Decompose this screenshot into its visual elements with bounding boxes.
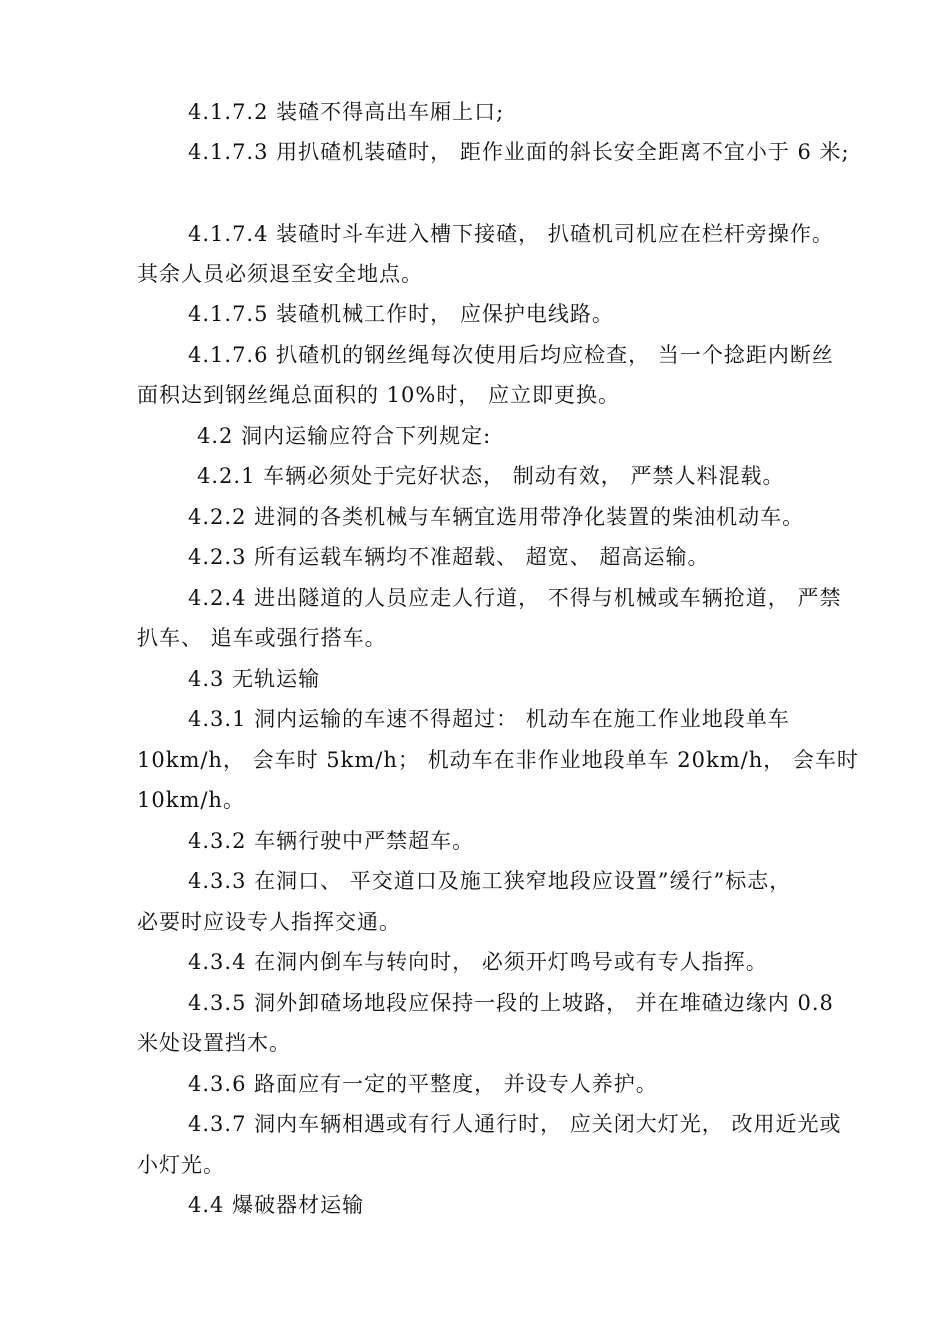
text-line: 4.3.7 洞内车辆相遇或有行人通行时， 应关闭大灯光， 改用近光或 xyxy=(188,1112,842,1136)
text-line: 4.1.7.3 用扒碴机装碴时， 距作业面的斜长安全距离不宜小于 6 米; xyxy=(188,140,850,164)
text-line: 4.2.3 所有运载车辆均不准超载、 超宽、 超高运输。 xyxy=(188,545,710,569)
text-line: 必要时应设专人指挥交通。 xyxy=(137,910,401,934)
text-line: 面积达到钢丝绳总面积的 10%时， 应立即更换。 xyxy=(137,383,621,407)
text-line: 10km/h。 xyxy=(137,788,245,812)
text-line: 4.1.7.2 装碴不得高出车厢上口; xyxy=(188,100,505,124)
text-line: 其余人员必须退至安全地点。 xyxy=(137,262,423,286)
text-line: 4.3.5 洞外卸碴场地段应保持一段的上坡路， 并在堆碴边缘内 0.8 xyxy=(188,991,834,1015)
text-line: 4.2 洞内运输应符合下列规定: xyxy=(197,424,492,448)
text-line: 4.3.3 在洞口、 平交道口及施工狭窄地段应设置”缓行”标志， xyxy=(188,869,792,893)
text-line: 4.2.2 进洞的各类机械与车辆宜选用带净化装置的柴油机动车。 xyxy=(188,505,805,529)
text-line: 4.1.7.6 扒碴机的钢丝绳每次使用后均应检查， 当一个捻距内断丝 xyxy=(188,343,834,367)
text-line: 4.3.2 车辆行驶中严禁超车。 xyxy=(188,829,475,853)
text-line: 4.3.1 洞内运输的车速不得超过： 机动车在施工作业地段单车 xyxy=(188,707,790,731)
text-line: 4.4 爆破器材运输 xyxy=(188,1193,365,1217)
text-line: 4.1.7.4 装碴时斗车进入槽下接碴， 扒碴机司机应在栏杆旁操作。 xyxy=(188,222,834,246)
text-line: 4.2.4 进出隧道的人员应走人行道， 不得与机械或车辆抢道， 严禁 xyxy=(188,586,842,610)
text-line: 扒车、 追车或强行搭车。 xyxy=(137,626,387,650)
text-line: 4.2.1 车辆必须处于完好状态， 制动有效， 严禁人料混载。 xyxy=(197,464,785,488)
text-line: 4.3.6 路面应有一定的平整度， 并设专人养护。 xyxy=(188,1072,658,1096)
text-line: 10km/h， 会车时 5km/h； 机动车在非作业地段单车 20km/h， 会车时 xyxy=(137,748,859,772)
text-line: 4.3.4 在洞内倒车与转向时， 必须开灯鸣号或有专人指挥。 xyxy=(188,950,768,974)
text-line: 米处设置挡木。 xyxy=(137,1031,291,1055)
text-line: 小灯光。 xyxy=(137,1153,225,1177)
text-line: 4.1.7.5 装碴机械工作时， 应保护电线路。 xyxy=(188,302,614,326)
text-line: 4.3 无轨运输 xyxy=(188,667,321,691)
